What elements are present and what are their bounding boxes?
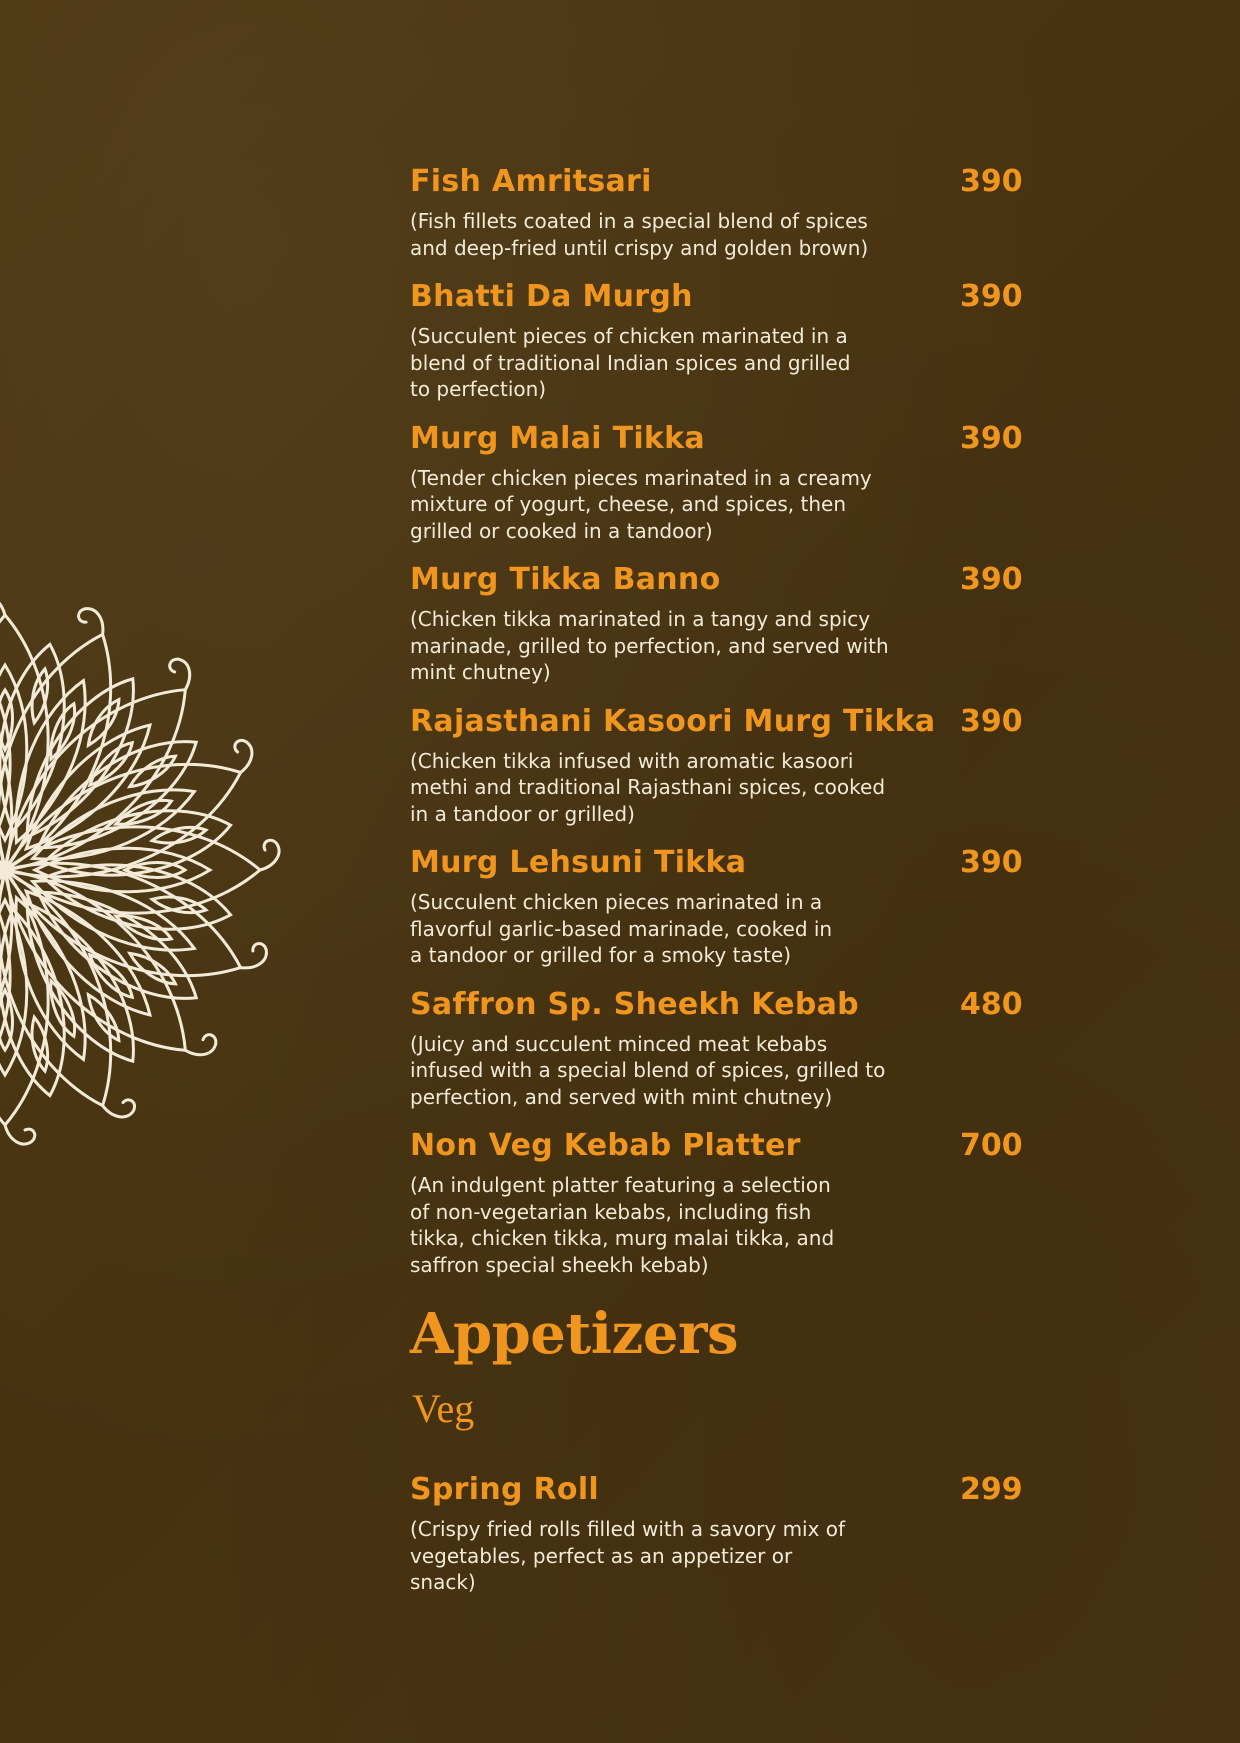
item-name: Non Veg Kebab Platter <box>410 1128 801 1163</box>
item-name: Murg Lehsuni Tikka <box>410 845 747 880</box>
item-price: 390 <box>960 164 1023 199</box>
item-price: 390 <box>960 562 1023 597</box>
menu-item <box>410 841 1040 969</box>
menu-list-nonveg-kebabs <box>410 160 1040 1278</box>
item-description: (Juicy and succulent minced meat kebabs infused with a special blend of spices, grilled to perfection, and served with mint chutney) <box>410 1031 886 1109</box>
menu-item <box>410 160 1040 261</box>
item-name: Bhatti Da Murgh <box>410 279 693 314</box>
menu-item <box>410 1468 1040 1596</box>
item-description: (Chicken tikka marinated in a tangy and spicy marinade, grilled to perfection, and served with mint chutney) <box>410 607 889 684</box>
item-description: (Fish fillets coated in a special blend of spices and deep-fried until crispy and golden brown) <box>410 209 869 260</box>
section-subtitle: Veg <box>412 1386 475 1431</box>
item-name: Murg Malai Tikka <box>410 420 705 456</box>
section-title: Appetizers <box>410 1301 738 1367</box>
item-description: (Succulent chicken pieces marinated in a flavorful garlic-based marinade, cooked in a tandoor or grilled for a smoky taste) <box>410 890 833 967</box>
item-price: 480 <box>960 986 1023 1022</box>
item-name: Saffron Sp. Sheekh Kebab <box>410 986 859 1022</box>
item-price: 390 <box>960 279 1023 314</box>
item-price: 390 <box>960 845 1023 880</box>
menu-item <box>410 700 1040 828</box>
item-description: (An indulgent platter featuring a selection of non-vegetarian kebabs, including fish tikka, chicken tikka, murg malai tikka, and saffron special sheekh kebab) <box>410 1173 835 1277</box>
menu-item <box>410 417 1040 545</box>
item-description: (Chicken tikka infused with aromatic kasoori methi and traditional Rajasthani spices, cooked in a tandoor or grilled) <box>410 748 886 826</box>
item-name: Rajasthani Kasoori Murg Tikka <box>410 703 936 739</box>
item-description: (Tender chicken pieces marinated in a creamy mixture of yogurt, cheese, and spices, then grilled or cooked in a tandoor) <box>410 465 872 543</box>
item-name: Spring Roll <box>410 1472 600 1507</box>
item-name: Fish Amritsari <box>410 164 652 199</box>
menu-item <box>410 558 1040 686</box>
menu-item <box>410 983 1040 1111</box>
item-name: Murg Tikka Banno <box>410 562 721 597</box>
item-price: 390 <box>960 420 1023 456</box>
menu-list-appetizers-veg <box>410 1468 1040 1596</box>
item-description: (Crispy fried rolls filled with a savory mix of vegetables, perfect as an appetizer or snack) <box>410 1517 846 1594</box>
menu-item <box>410 275 1040 403</box>
menu-item <box>410 1124 1040 1278</box>
menu-content <box>410 160 1040 1610</box>
item-price: 390 <box>960 703 1023 739</box>
item-description: (Succulent pieces of chicken marinated in a blend of traditional Indian spices and grilled to perfection) <box>410 324 851 401</box>
item-price: 700 <box>960 1128 1023 1163</box>
mandala-icon <box>0 565 310 1175</box>
item-price: 299 <box>960 1472 1023 1507</box>
